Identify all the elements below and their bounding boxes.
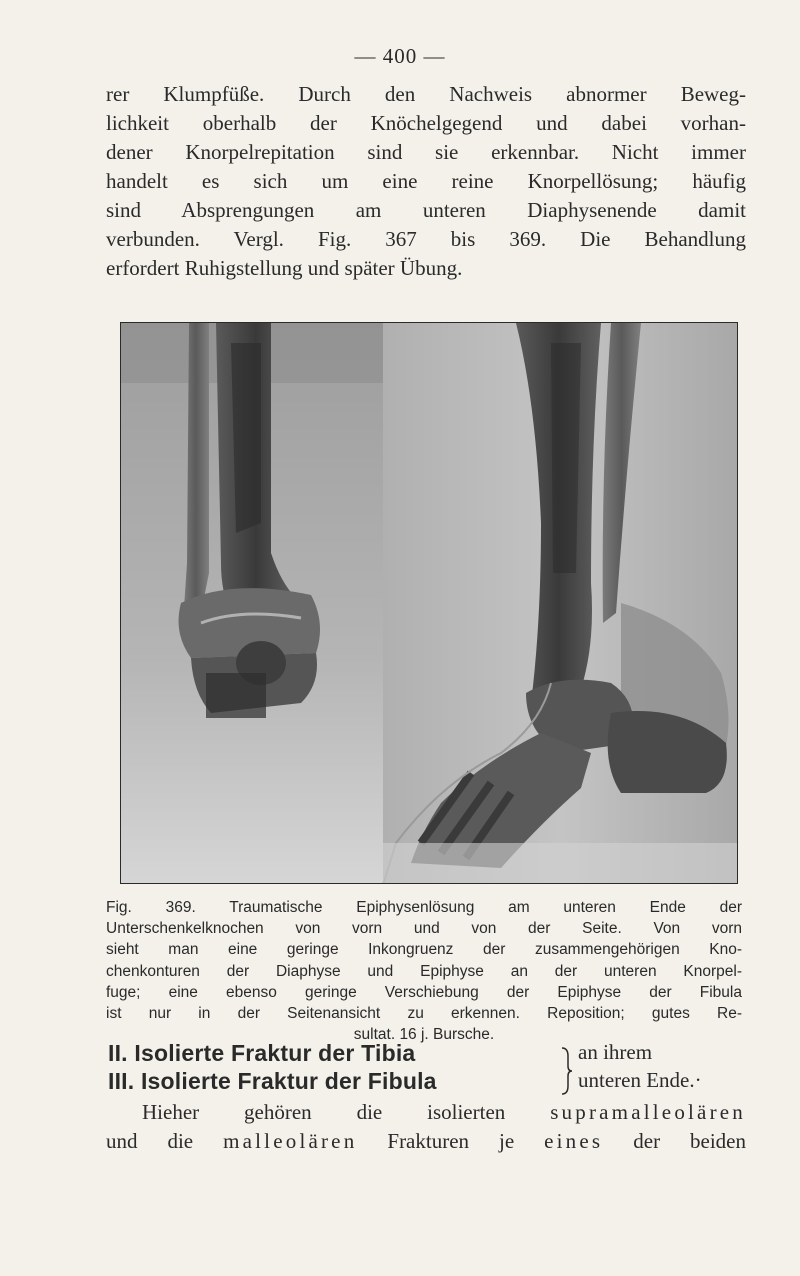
section-heading-fibula: III. Isolierte Fraktur der Fibula	[108, 1068, 437, 1094]
caption-line: sieht man eine geringe Inkongruenz der zusammengehörigen Kno-	[106, 941, 742, 959]
figure-caption	[106, 897, 742, 1045]
body-paragraph	[106, 80, 746, 283]
body-line: erfordert Ruhigstellung und später Übung.	[106, 256, 463, 280]
heading-row	[108, 1040, 748, 1068]
section-heading-tibia: II. Isolierte Fraktur der Tibia	[108, 1040, 416, 1066]
heading-row	[108, 1068, 748, 1096]
caption-line: chenkonturen der Diaphyse und Epiphyse an der unteren Knorpel-	[106, 962, 742, 980]
xray-figure	[120, 322, 738, 884]
xray-image	[121, 323, 738, 884]
spaced-term: eines	[544, 1129, 604, 1153]
section-headings	[108, 1040, 748, 1096]
body-line: handelt es sich um eine reine Knorpellösung; häufig	[106, 169, 746, 193]
text-run: der beiden	[603, 1129, 747, 1153]
caption-line: Unterschenkelknochen von vorn und von der Seite. Von vorn	[106, 920, 742, 938]
text-run: Frakturen je	[357, 1129, 545, 1153]
body-line: lichkeit oberhalb der Knöchelgegend und dabei vorhan-	[106, 111, 746, 135]
page-number: — 400 —	[354, 44, 446, 68]
heading-suffix: unteren Ende.·	[578, 1068, 702, 1092]
caption-line: fuge; eine ebenso geringe Verschiebung der Epiphyse der Fibula	[106, 983, 742, 1001]
curly-brace-icon	[560, 1046, 574, 1096]
heading-suffix: an ihrem	[578, 1040, 653, 1064]
body-line: dener Knorpelrepitation sind sie erkennbar. Nicht immer	[106, 140, 746, 164]
text-run: Hieher gehören die isolierten	[142, 1100, 551, 1124]
caption-line: Fig. 369. Traumatische Epiphysenlösung am unteren Ende der	[106, 899, 742, 916]
caption-line: sultat. 16 j. Bursche.	[353, 1026, 495, 1044]
following-paragraph	[106, 1098, 746, 1156]
paragraph-line	[106, 1127, 746, 1156]
body-line: rer Klumpfüße. Durch den Nachweis abnormer Beweg-	[106, 82, 746, 106]
text-run: und die	[106, 1129, 224, 1153]
body-line: verbunden. Vergl. Fig. 367 bis 369. Die Behandlung	[106, 227, 746, 251]
spaced-term: malleolären	[223, 1129, 358, 1153]
caption-line: ist nur in der Seitenansicht zu erkennen. Reposition; gutes Re-	[106, 1005, 742, 1023]
spaced-term: supramalleolären	[550, 1100, 746, 1124]
body-line: sind Absprengungen am unteren Diaphysenende damit	[106, 198, 746, 222]
paragraph-line	[106, 1098, 746, 1127]
